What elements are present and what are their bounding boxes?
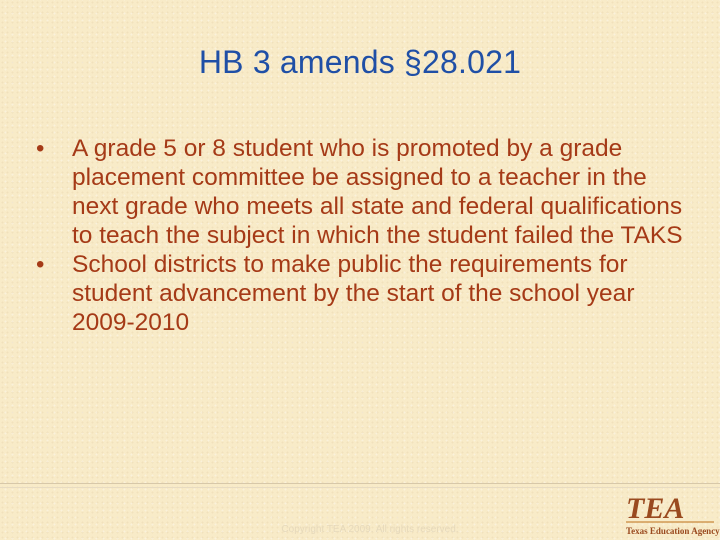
logo-agency-name: Texas Education Agency	[626, 526, 720, 536]
bullet-text: School districts to make public the requirements for student advancement by the start of the school year 2009-2010	[72, 251, 635, 336]
bullet-text: A grade 5 or 8 student who is promoted by a grade placement committee be assigned to a teacher in the next grade who meets all state and federal qualifications to teach the subject in which the student failed the TAKS	[72, 135, 683, 249]
copyright-notice: Copyright TEA 2009. All rights reserved.	[281, 524, 459, 535]
slide-title: HB 3 amends §28.021	[198, 44, 522, 80]
logo-abbreviation: TEA	[626, 492, 685, 525]
footer-divider-secondary	[0, 487, 720, 488]
bullet-marker: •	[36, 135, 45, 162]
bullet-item-requirements	[36, 250, 686, 337]
footer-divider	[0, 483, 720, 484]
bullet-list	[36, 134, 686, 337]
tea-logo-icon	[620, 488, 720, 540]
tea-logo	[620, 488, 720, 540]
bullet-item-promotion	[36, 134, 686, 250]
bullet-marker: •	[36, 251, 45, 278]
